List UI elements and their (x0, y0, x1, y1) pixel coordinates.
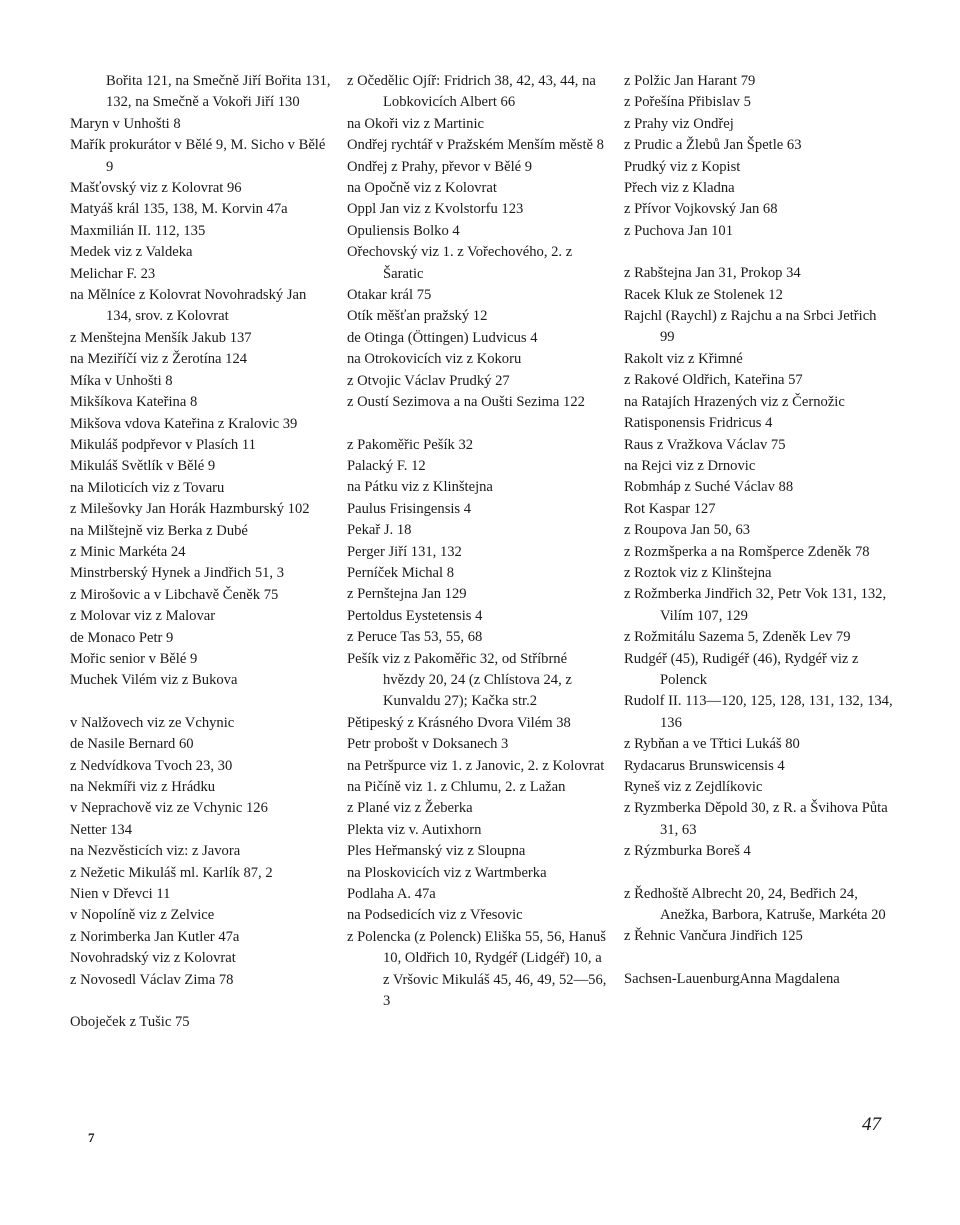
index-entry: na Meziříčí viz z Žerotína 124 (70, 351, 248, 368)
index-entry: Opuliensis Bolko 4 (347, 222, 460, 239)
index-entry: z Puchova Jan 101 (624, 222, 734, 239)
index-entry: na Ratajích Hrazených viz z Černožic (624, 393, 845, 410)
index-entry: z Molovar viz z Malovar (70, 608, 216, 625)
index-entry: Paulus Frisingensis 4 (347, 500, 472, 517)
index-entry: Ondřej rychtář v Pražském Menším městě 8 (347, 137, 604, 154)
page-number: 47 (862, 1114, 881, 1135)
index-entry: Perger Jiří 131, 132 (347, 543, 462, 560)
index-entry: Minstrberský Hynek a Jindřich 51, 3 (70, 565, 285, 582)
index-entry: z Nežetic Mikuláš ml. Karlík 87, 2 (70, 864, 273, 881)
index-entry: Ratisponensis Fridricus 4 (624, 415, 773, 432)
index-entry: Prudký viz z Kopist (624, 158, 741, 175)
section-gap (624, 242, 894, 263)
index-entry: Mořic senior v Bělé 9 (70, 650, 198, 667)
index-entry: na Okoři viz z Martinic (347, 115, 484, 132)
index-entry: Petr probošt v Doksanech 3 (347, 736, 509, 753)
index-entry: z Roztok viz z Klinštejna (624, 564, 772, 581)
index-entry: z Pakoměřic Pešík 32 (347, 436, 474, 453)
index-entry: z Peruce Tas 53, 55, 68 (347, 629, 483, 646)
index-entry: z Rabštejna Jan 31, Prokop 34 (624, 265, 801, 282)
index-entry: Rajchl (Raychl) z Rajchu a na Srbci Jetřich 99 (624, 308, 877, 346)
index-entry: z Prahy viz Ondřej (624, 115, 734, 132)
index-entry: z Rožmberka Jindřich 32, Petr Vok 131, 132, Vilím 107, 129 (624, 586, 887, 624)
index-entry: na Pátku viz z Klinštejna (347, 479, 493, 496)
index-entry: Maryn v Unhošti 8 (70, 115, 181, 132)
index-entry: Pertoldus Eystetensis 4 (347, 607, 483, 624)
index-entry: Přech viz z Kladna (624, 180, 735, 197)
index-entry: Pešík viz z Pakoměřic 32, od Stříbrné hvězdy 20, 24 (z Chlístova 24, z Kunvaldu 27); Kačka str.2 (347, 650, 572, 710)
index-entry: z Otvojic Václav Prudký 27 (347, 372, 510, 389)
index-entry: Míka v Unhošti 8 (70, 372, 173, 389)
index-entry: Perníček Michal 8 (347, 564, 454, 581)
index-entry: na Pičíně viz 1. z Chlumu, 2. z Lažan (347, 779, 566, 795)
index-entry: de Monaco Petr 9 (70, 629, 174, 646)
index-entry: na Otrokovicích viz z Kokoru (347, 351, 522, 368)
index-entry: Medek viz z Valdeka (70, 244, 193, 261)
index-entry: z Mirošovic a v Libchavě Čeněk 75 (70, 586, 279, 603)
index-entry: z Přívor Vojkovský Jan 68 (624, 201, 778, 218)
index-entry: Ořechovský viz 1. z Vořechového, 2. z Šaratic (347, 244, 573, 282)
index-entry: Rot Kaspar 127 (624, 500, 716, 517)
index-entry: Bořita 121, na Smečně Jiří Bořita 131, 132, na Smečně a Vokoři Jiří 130 (106, 73, 331, 111)
index-entry: z Prudic a Žlebů Jan Špetle 63 (624, 137, 802, 154)
index-entry: z Polencka (z Polenck) Eliška 55, 56, Hanuš 10, Oldřich 10, Rydgéř (Lidgéř) 10, a z Vršovic Mikuláš 45, 46, 49, 52—56, 3 (347, 928, 607, 1010)
index-entry: Racek Kluk ze Stolenek 12 (624, 286, 783, 303)
section-gap (70, 991, 332, 1012)
index-entry: Maxmilián II. 112, 135 (70, 222, 206, 239)
index-entry: Mašťovský viz z Kolovrat 96 (70, 180, 242, 197)
index-entry: z Roupova Jan 50, 63 (624, 522, 751, 539)
index-entry: z Menštejna Menšík Jakub 137 (70, 329, 252, 346)
index-entry: de Nasile Bernard 60 (70, 736, 194, 753)
index-entry: Palacký F. 12 (347, 457, 426, 474)
index-entry: Mikšíkova Kateřina 8 (70, 394, 198, 411)
index-entry: Sachsen-LauenburgAnna Magdalena (624, 970, 840, 987)
index-entry: Mařík prokurátor v Bělé 9, M. Sicho v Bělé 9 (70, 137, 326, 175)
index-entry: Novohradský viz z Kolovrat (70, 950, 236, 967)
index-entry: Podlaha A. 47a (347, 886, 436, 903)
index-entry: Matyáš král 135, 138, M. Korvin 47a (70, 201, 288, 218)
index-column-1 (70, 71, 332, 1033)
index-entry: z Nedvídkova Tvoch 23, 30 (70, 757, 233, 774)
index-entry: na Nekmíři viz z Hrádku (70, 779, 216, 795)
index-entry: Rudgéř (45), Rudigéř (46), Rydgéř viz z Polenck (624, 650, 859, 688)
index-entry: z Rožmitálu Sazema 5, Zdeněk Lev 79 (624, 629, 851, 646)
section-gap (624, 948, 894, 969)
index-entry: na Opočně viz z Kolovrat (347, 180, 497, 197)
printer-signature: 7 (88, 1130, 95, 1145)
index-entry: z Polžic Jan Harant 79 (624, 73, 756, 89)
section-gap (624, 863, 894, 884)
index-entry: Plekta viz v. Autixhorn (347, 821, 482, 838)
index-entry: na Mělníce z Kolovrat Novohradský Jan 134, srov. z Kolovrat (70, 287, 307, 325)
index-entry: Rudolf II. 113—120, 125, 128, 131, 132, 134, 136 (624, 693, 893, 731)
section-gap (70, 692, 332, 713)
index-column-3 (624, 71, 894, 990)
index-entry: z Pernštejna Jan 129 (347, 586, 467, 603)
index-entry: Ondřej z Prahy, převor v Bělé 9 (347, 158, 533, 175)
index-entry: Ryneš viz z Zejdlíkovic (624, 779, 763, 795)
index-entry: Oppl Jan viz z Kvolstorfu 123 (347, 201, 524, 218)
index-entry: de Otinga (Öttingen) Ludvicus 4 (347, 329, 538, 346)
index-entry: Robmháp z Suché Václav 88 (624, 479, 794, 496)
index-entry: Oboječek z Tušic 75 (70, 1014, 190, 1031)
index-entry: Pětipeský z Krásného Dvora Vilém 38 (347, 714, 571, 731)
index-entry: z Rakové Oldřich, Kateřina 57 (624, 372, 803, 389)
index-entry: z Rozmšperka a na Romšperce Zdeněk 78 (624, 543, 870, 560)
index-entry: Rydacarus Brunswicensis 4 (624, 757, 785, 774)
index-entry: Netter 134 (70, 821, 133, 838)
index-entry: Mikuláš Světlík v Bělé 9 (70, 458, 216, 475)
index-entry: z Rýzmburka Boreš 4 (624, 843, 751, 860)
index-entry: z Ředhoště Albrecht 20, 24, Bedřich 24, Anežka, Barbora, Katruše, Markéta 20 (624, 885, 886, 924)
index-entry: z Rybňan a ve Třtici Lukáš 80 (624, 736, 800, 753)
index-entry: z Minic Markéta 24 (70, 543, 186, 560)
index-entry: z Pořešína Přibislav 5 (624, 94, 751, 111)
index-entry: Muchek Vilém viz z Bukova (70, 672, 238, 689)
index-entry: na Rejci viz z Drnovic (624, 457, 756, 474)
index-entry: Otakar král 75 (347, 287, 432, 304)
index-entry: na Podsedicích viz z Vřesovic (347, 907, 523, 924)
index-entry: z Řehnic Vančura Jindřich 125 (624, 928, 803, 945)
index-entry: na Nezvěsticích viz: z Javora (70, 843, 241, 860)
index-entry: na Petršpurce viz 1. z Janovic, 2. z Kolovrat (347, 757, 605, 774)
index-entry: z Norimberka Jan Kutler 47a (70, 928, 240, 945)
index-entry: z Ryzmberka Děpold 30, z R. a Švihova Půta 31, 63 (624, 800, 888, 838)
index-entry: Otík měšťan pražský 12 (347, 308, 488, 325)
index-entry: Rakolt viz z Křimné (624, 350, 743, 367)
index-entry: na Ploskovicích viz z Wartmberka (347, 864, 547, 881)
index-column-2 (347, 71, 611, 1012)
index-entry: z Novosedl Václav Zima 78 (70, 971, 234, 988)
index-entry: Pekař J. 18 (347, 522, 412, 539)
index-entry: na Milštejně viz Berka z Dubé (70, 522, 248, 539)
index-entry: Raus z Vražkova Václav 75 (624, 436, 786, 453)
index-entry: Mikšova vdova Kateřina z Kralovic 39 (70, 415, 298, 432)
index-entry: v Nopolíně viz z Zelvice (70, 907, 215, 924)
index-entry: v Nalžovech viz ze Vchynic (70, 714, 235, 731)
index-entry: z Oustí Sezimova a na Oušti Sezima 122 (347, 394, 585, 411)
index-entry: Melichar F. 23 (70, 265, 156, 282)
index-entry: z Plané viz z Žeberka (347, 800, 473, 817)
index-entry: z Milešovky Jan Horák Hazmburský 102 (70, 501, 310, 518)
index-entry: Nien v Dřevci 11 (70, 886, 171, 903)
index-entry: Mikuláš podpřevor v Plasích 11 (70, 436, 256, 453)
index-entry: v Neprachově viz ze Vchynic 126 (70, 800, 268, 817)
section-gap (347, 414, 611, 435)
index-entry: z Očedělic Ojíř: Fridrich 38, 42, 43, 44, na Lobkovicích Albert 66 (347, 73, 596, 111)
index-entry: na Miloticích viz z Tovaru (70, 479, 225, 496)
index-entry: Ples Heřmanský viz z Sloupna (347, 843, 526, 860)
